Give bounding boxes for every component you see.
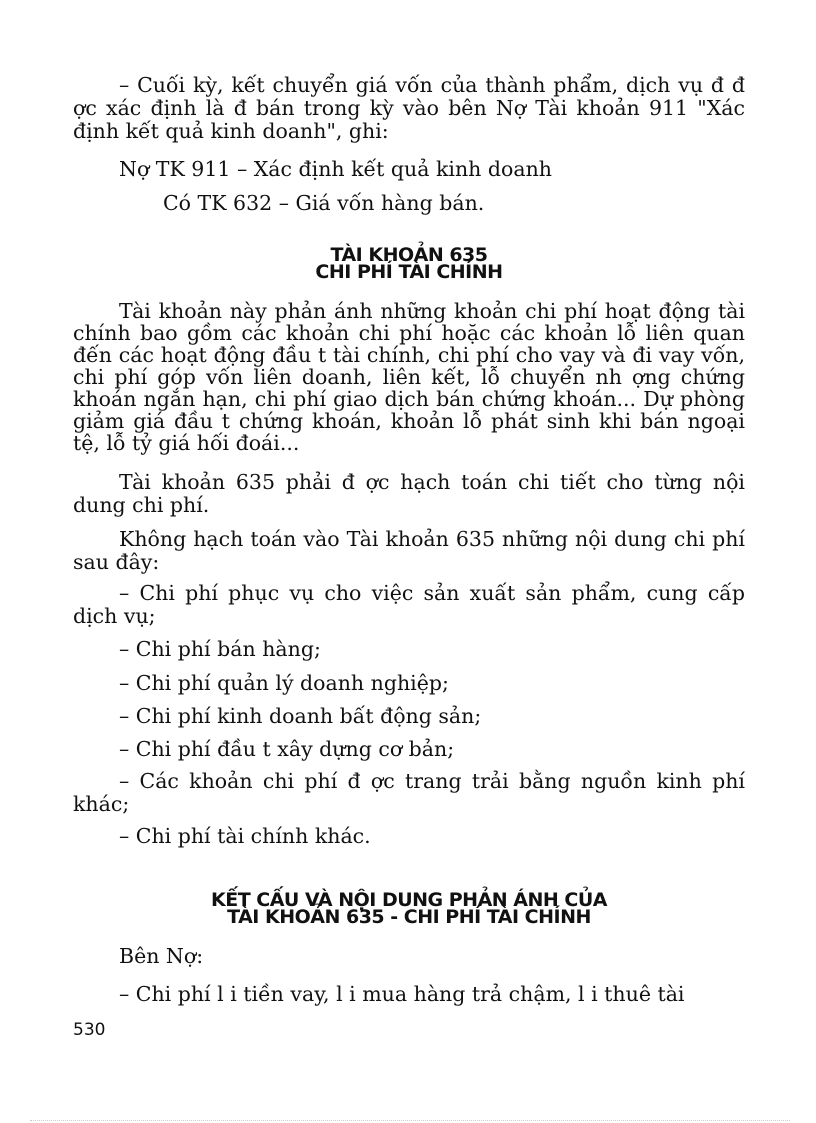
debit-side-label: Bên Nợ: — [119, 944, 204, 968]
exclusion-item: – Chi phí bán hàng; — [119, 637, 321, 661]
journal-entry-credit: Có TK 632 – Giá vốn hàng bán. — [163, 191, 485, 215]
structure-heading-line2: TÀI KHOẢN 635 - CHI PHÍ TÀI CHÍNH — [227, 906, 591, 928]
exclusion-item: – Chi phí đầu t xây dựng cơ bản; — [119, 737, 455, 761]
account-description-paragraph: Tài khoản này phản ánh những khoản chi phí hoạt động tài chính bao gồm các khoản chi phí hoặc các khoản lỗ liên quan đến các hoạt động đầu t tài chính, chi phí cho vay và đi vay vốn, chi phí góp vốn liên doanh, liên kết, lỗ chuyển nh ợng chứng khoán ngắn hạn, chi phí giao dịch bán chứng khoán... Dự phòng giảm giá đầu t chứng khoán, khoản lỗ phát sinh khi bán ngoại tệ, lỗ tỷ giá hối đoái... — [73, 299, 745, 455]
exclusion-item: – Chi phí kinh doanh bất động sản; — [119, 704, 482, 728]
intro-paragraph: – Cuối kỳ, kết chuyển giá vốn của thành phẩm, dịch vụ đ đ ợc xác định là đ bán trong kỳ vào bên Nợ Tài khoản 911 "Xác định kết quả kinh doanh", ghi: — [73, 73, 745, 143]
detail-accounting-paragraph: Tài khoản 635 phải đ ợc hạch toán chi tiết cho từng nội dung chi phí. — [73, 470, 745, 517]
journal-entry-debit: Nợ TK 911 – Xác định kết quả kinh doanh — [119, 157, 552, 181]
exclusion-item: – Chi phí tài chính khác. — [119, 824, 371, 848]
section-heading-635 — [73, 244, 745, 283]
exclusion-item: – Chi phí phục vụ cho việc sản xuất sản phẩm, cung cấp dịch vụ; — [73, 581, 745, 628]
section-heading-line2: CHI PHÍ TÀI CHÍNH — [315, 261, 503, 283]
debit-item: – Chi phí l i tiền vay, l i mua hàng trả chậm, l i thuê tài — [119, 982, 685, 1006]
structure-heading — [73, 889, 745, 928]
page-number: 530 — [73, 1020, 106, 1040]
exclusion-item: – Chi phí quản lý doanh nghiệp; — [119, 671, 449, 695]
structure-heading-line1: KẾT CẤU VÀ NỘI DUNG PHẢN ÁNH CỦA — [211, 889, 607, 911]
exclusion-item: – Các khoản chi phí đ ợc trang trải bằng nguồn kinh phí khác; — [73, 769, 745, 816]
exclusions-intro-paragraph: Không hạch toán vào Tài khoản 635 những nội dung chi phí sau đây: — [73, 527, 745, 574]
section-heading-line1: TÀI KHOẢN 635 — [330, 244, 488, 266]
page-bottom-rule — [30, 1120, 790, 1121]
